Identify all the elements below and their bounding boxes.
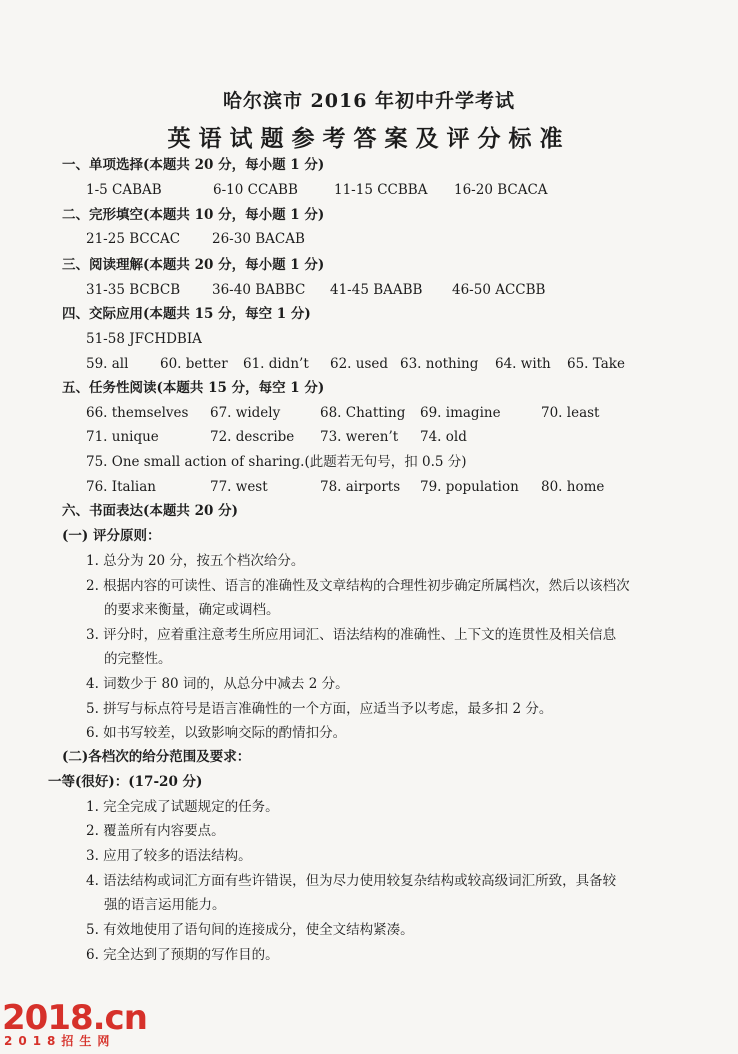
answer-item: 61. didn’t [243, 356, 309, 372]
answer-item: 16-20 BCACA [454, 182, 548, 198]
grade-item: 2. 覆盖所有内容要点。 [86, 823, 225, 839]
rule-item: 2. 根据内容的可读性、语言的准确性及文章结构的合理性初步确定所属档次，然后以该档次 [86, 578, 630, 594]
section-heading-1: 一、单项选择(本题共 20 分，每小题 1 分) [62, 157, 325, 173]
answer-item: 67. widely [210, 405, 281, 421]
answer-item: 64. with [495, 356, 551, 372]
answer-item: 31-35 BCBCB [86, 282, 181, 298]
answer-item: 1-5 CABAB [86, 182, 162, 198]
grade-item: 3. 应用了较多的语法结构。 [86, 848, 252, 864]
answer-item: 21-25 BCCAC [86, 231, 181, 247]
grade-item: 6. 完全达到了预期的写作目的。 [86, 947, 279, 963]
answer-item: 77. west [210, 479, 268, 495]
answer-item: 36-40 BABBC [212, 282, 306, 298]
answer-item: 80. home [541, 479, 605, 495]
answer-item: 62. used [330, 356, 389, 372]
answer-item: 59. all [86, 356, 129, 372]
section-heading-3: 三、阅读理解(本题共 20 分，每小题 1 分) [62, 257, 325, 273]
rule-item: 的完整性。 [104, 651, 172, 667]
grade-item: 强的语言运用能力。 [104, 897, 226, 913]
subsection-heading: (一) 评分原则： [62, 528, 161, 544]
answer-item: 66. themselves [86, 405, 189, 421]
grade-heading: 一等(很好)：(17-20 分) [48, 774, 203, 790]
answer-item: 72. describe [210, 429, 295, 445]
subsection-heading: (二)各档次的给分范围及要求： [62, 749, 251, 765]
answer-item: 60. better [160, 356, 228, 372]
answer-item: 78. airports [320, 479, 401, 495]
section-heading-4: 四、交际应用(本题共 15 分，每空 1 分) [62, 306, 311, 322]
answer-item: 51-58 JFCHDBIA [86, 331, 202, 347]
rule-item: 6. 如书写较差，以致影响交际的酌情扣分。 [86, 725, 347, 741]
section-heading-2: 二、完形填空(本题共 10 分，每小题 1 分) [62, 207, 325, 223]
section-heading-5: 五、任务性阅读(本题共 15 分，每空 1 分) [62, 380, 325, 396]
watermark-sub: 2018招生网 [4, 1034, 116, 1048]
answer-item: 75. One small action of sharing.(此题若无句号，扣 0.5 分) [86, 454, 467, 470]
rule-item: 5. 拼写与标点符号是语言准确性的一个方面，应适当予以考虑，最多扣 2 分。 [86, 701, 553, 717]
answer-item: 70. least [541, 405, 600, 421]
answer-item: 6-10 CCABB [213, 182, 298, 198]
page-subtitle: 英语试题参考答案及评分标准 [167, 125, 571, 152]
answer-item: 41-45 BAABB [330, 282, 423, 298]
answer-item: 71. unique [86, 429, 159, 445]
watermark-logo [2, 1000, 162, 1050]
rule-item: 3. 评分时，应着重注意考生所应用词汇、语法结构的准确性、上下文的连贯性及相关信息 [86, 627, 617, 643]
watermark-main: 2018.cn [2, 998, 147, 1038]
grade-item: 5. 有效地使用了语句间的连接成分，使全文结构紧凑。 [86, 922, 414, 938]
answer-item: 65. Take [567, 356, 625, 372]
answer-item: 11-15 CCBBA [334, 182, 428, 198]
answer-item: 73. weren’t [320, 429, 399, 445]
section-heading-6: 六、书面表达(本题共 20 分) [62, 503, 238, 519]
answer-item: 46-50 ACCBB [452, 282, 546, 298]
answer-item: 69. imagine [420, 405, 501, 421]
answer-item: 74. old [420, 429, 467, 445]
rule-item: 4. 词数少于 80 词的，从总分中减去 2 分。 [86, 676, 349, 692]
grade-item: 4. 语法结构或词汇方面有些许错误，但为尽力使用较复杂结构或较高级词汇所致，具备较 [86, 873, 617, 889]
answer-item: 76. Italian [86, 479, 156, 495]
answer-item: 26-30 BACAB [212, 231, 305, 247]
grade-item: 1. 完全完成了试题规定的任务。 [86, 799, 279, 815]
answer-item: 68. Chatting [320, 405, 406, 421]
rule-item: 1. 总分为 20 分，按五个档次给分。 [86, 553, 305, 569]
answer-item: 79. population [420, 479, 519, 495]
rule-item: 的要求来衡量，确定或调档。 [104, 602, 280, 618]
answer-item: 63. nothing [400, 356, 479, 372]
page-title: 哈尔滨市 2016 年初中升学考试 [222, 90, 516, 112]
